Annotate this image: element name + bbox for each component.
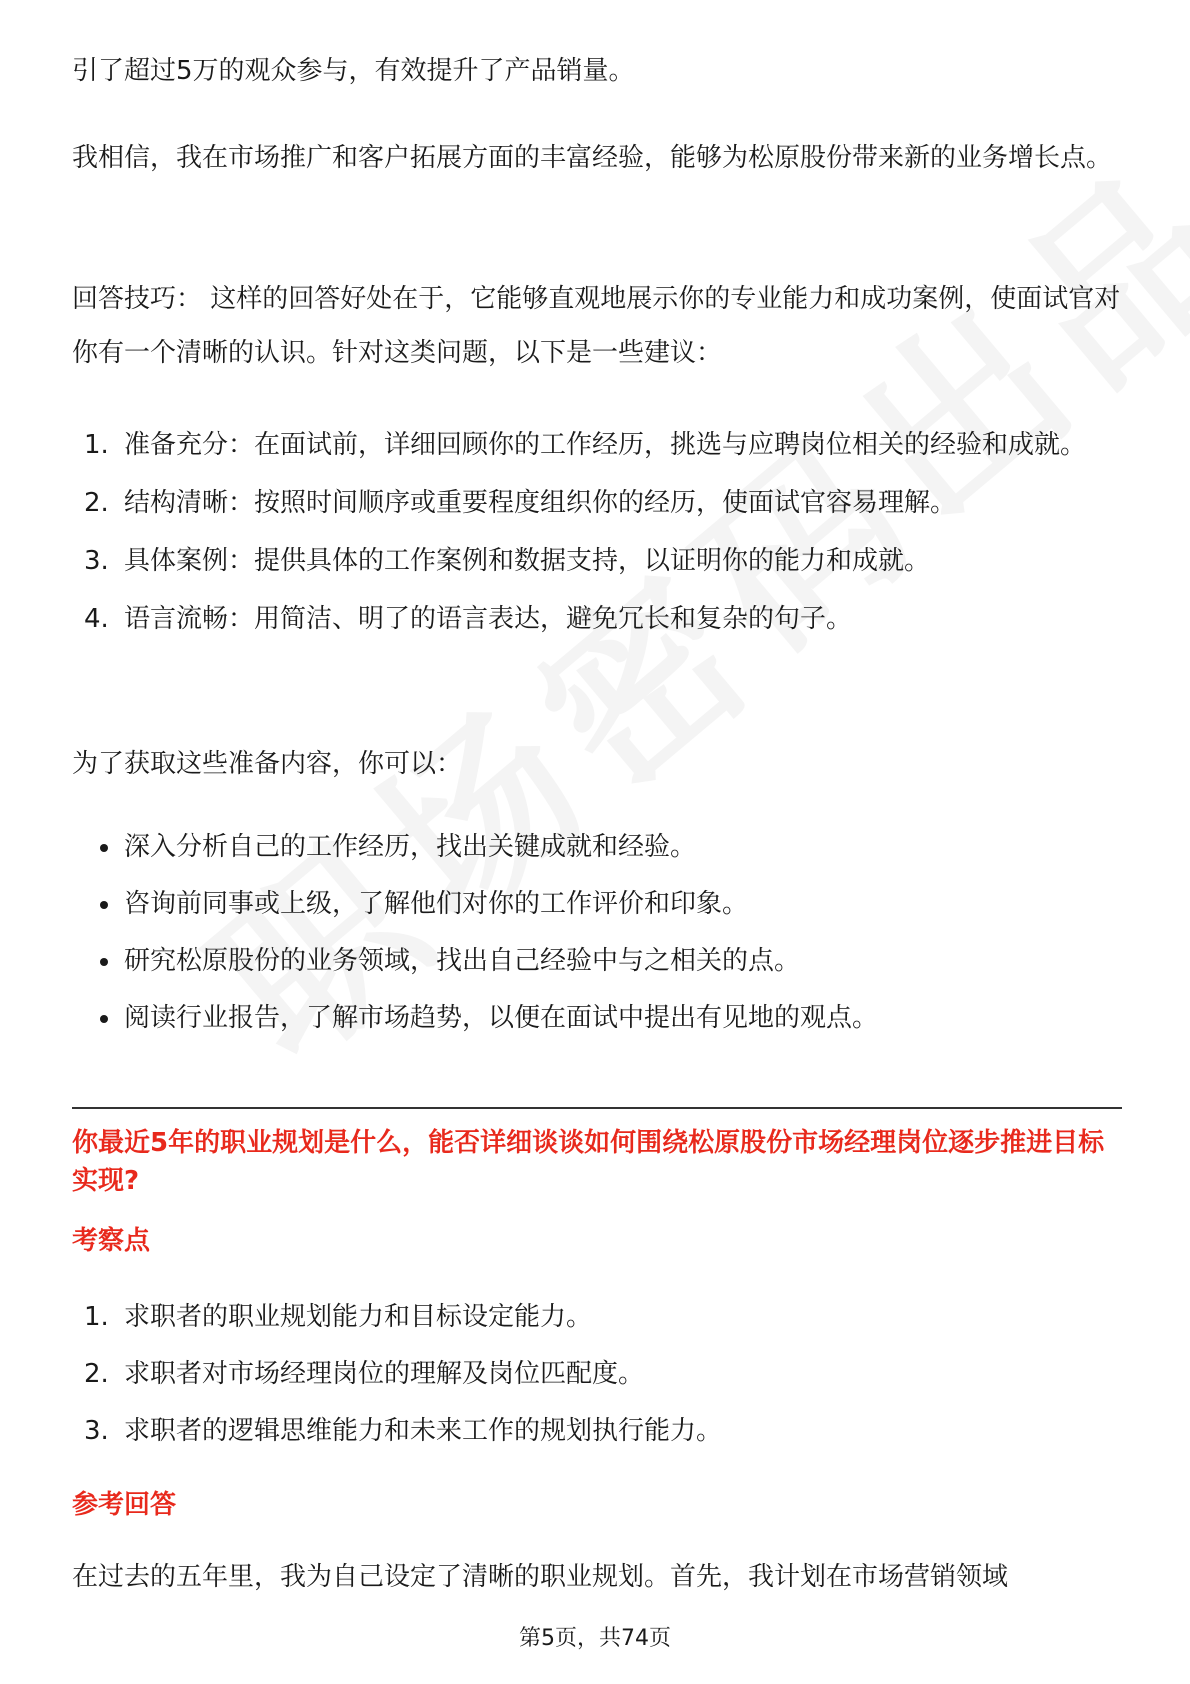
list-item-text: 结构清晰：按照时间顺序或重要程度组织你的经历，使面试官容易理解。	[124, 488, 957, 518]
list-item	[72, 877, 1122, 934]
question-heading: 你最近5年的职业规划是什么，能否详细谈谈如何围绕松原股份市场经理岗位逐步推进目标实现?	[72, 1128, 1105, 1196]
tips-ordered-list	[72, 418, 1122, 650]
bullet-icon	[100, 844, 108, 852]
bullet-icon	[100, 958, 108, 966]
list-item-text: 深入分析自己的工作经历，找出关键成就和经验。	[124, 832, 697, 862]
list-item	[72, 1290, 1122, 1347]
bullet-icon	[100, 901, 108, 909]
list-item	[72, 534, 1122, 588]
list-number: 1.	[84, 430, 109, 460]
list-number: 2.	[84, 488, 109, 518]
list-item	[72, 1404, 1122, 1461]
list-item	[72, 991, 1122, 1048]
paragraph-answer-tips: 回答技巧： 这样的回答好处在于，它能够直观地展示你的专业能力和成功案例，使面试官对你有一个清晰的认识。针对这类问题，以下是一些建议：	[72, 284, 1121, 368]
list-item	[72, 934, 1122, 991]
answer-subheading: 参考回答	[72, 1490, 177, 1520]
list-number: 1.	[84, 1302, 109, 1332]
bullet-icon	[100, 1015, 108, 1023]
paragraph-belief: 我相信，我在市场推广和客户拓展方面的丰富经验，能够为松原股份带来新的业务增长点。	[72, 143, 1113, 173]
list-number: 3.	[84, 546, 109, 576]
paragraph-intro-end: 引了超过5万的观众参与，有效提升了产品销量。	[72, 56, 635, 86]
list-item	[72, 592, 1122, 646]
list-item-text: 求职者的逻辑思维能力和未来工作的规划执行能力。	[124, 1416, 723, 1446]
page-number: 第5页，共74页	[519, 1626, 671, 1651]
list-item	[72, 476, 1122, 530]
list-item	[72, 418, 1122, 472]
list-item-text: 语言流畅：用简洁、明了的语言表达，避免冗长和复杂的句子。	[124, 604, 853, 634]
list-number: 4.	[84, 604, 109, 634]
paragraph-prep-intro: 为了获取这些准备内容，你可以：	[72, 749, 463, 779]
prep-bullet-list	[72, 820, 1122, 1048]
list-item-text: 求职者的职业规划能力和目标设定能力。	[124, 1302, 593, 1332]
focus-subheading: 考察点	[72, 1226, 151, 1256]
list-item-text: 阅读行业报告，了解市场趋势，以便在面试中提出有见地的观点。	[124, 1003, 879, 1033]
paragraph-answer-start: 在过去的五年里，我为自己设定了清晰的职业规划。首先，我计划在市场营销领域	[72, 1562, 1009, 1592]
focus-ordered-list	[72, 1290, 1122, 1461]
section-divider	[72, 1107, 1122, 1109]
list-item-text: 求职者对市场经理岗位的理解及岗位匹配度。	[124, 1359, 645, 1389]
list-item-text: 咨询前同事或上级，了解他们对你的工作评价和印象。	[124, 889, 749, 919]
list-item	[72, 1347, 1122, 1404]
list-item	[72, 820, 1122, 877]
list-number: 3.	[84, 1416, 109, 1446]
list-item-text: 具体案例：提供具体的工作案例和数据支持，以证明你的能力和成就。	[124, 546, 931, 576]
list-item-text: 研究松原股份的业务领域，找出自己经验中与之相关的点。	[124, 946, 801, 976]
list-item-text: 准备充分：在面试前，详细回顾你的工作经历，挑选与应聘岗位相关的经验和成就。	[124, 430, 1087, 460]
list-number: 2.	[84, 1359, 109, 1389]
